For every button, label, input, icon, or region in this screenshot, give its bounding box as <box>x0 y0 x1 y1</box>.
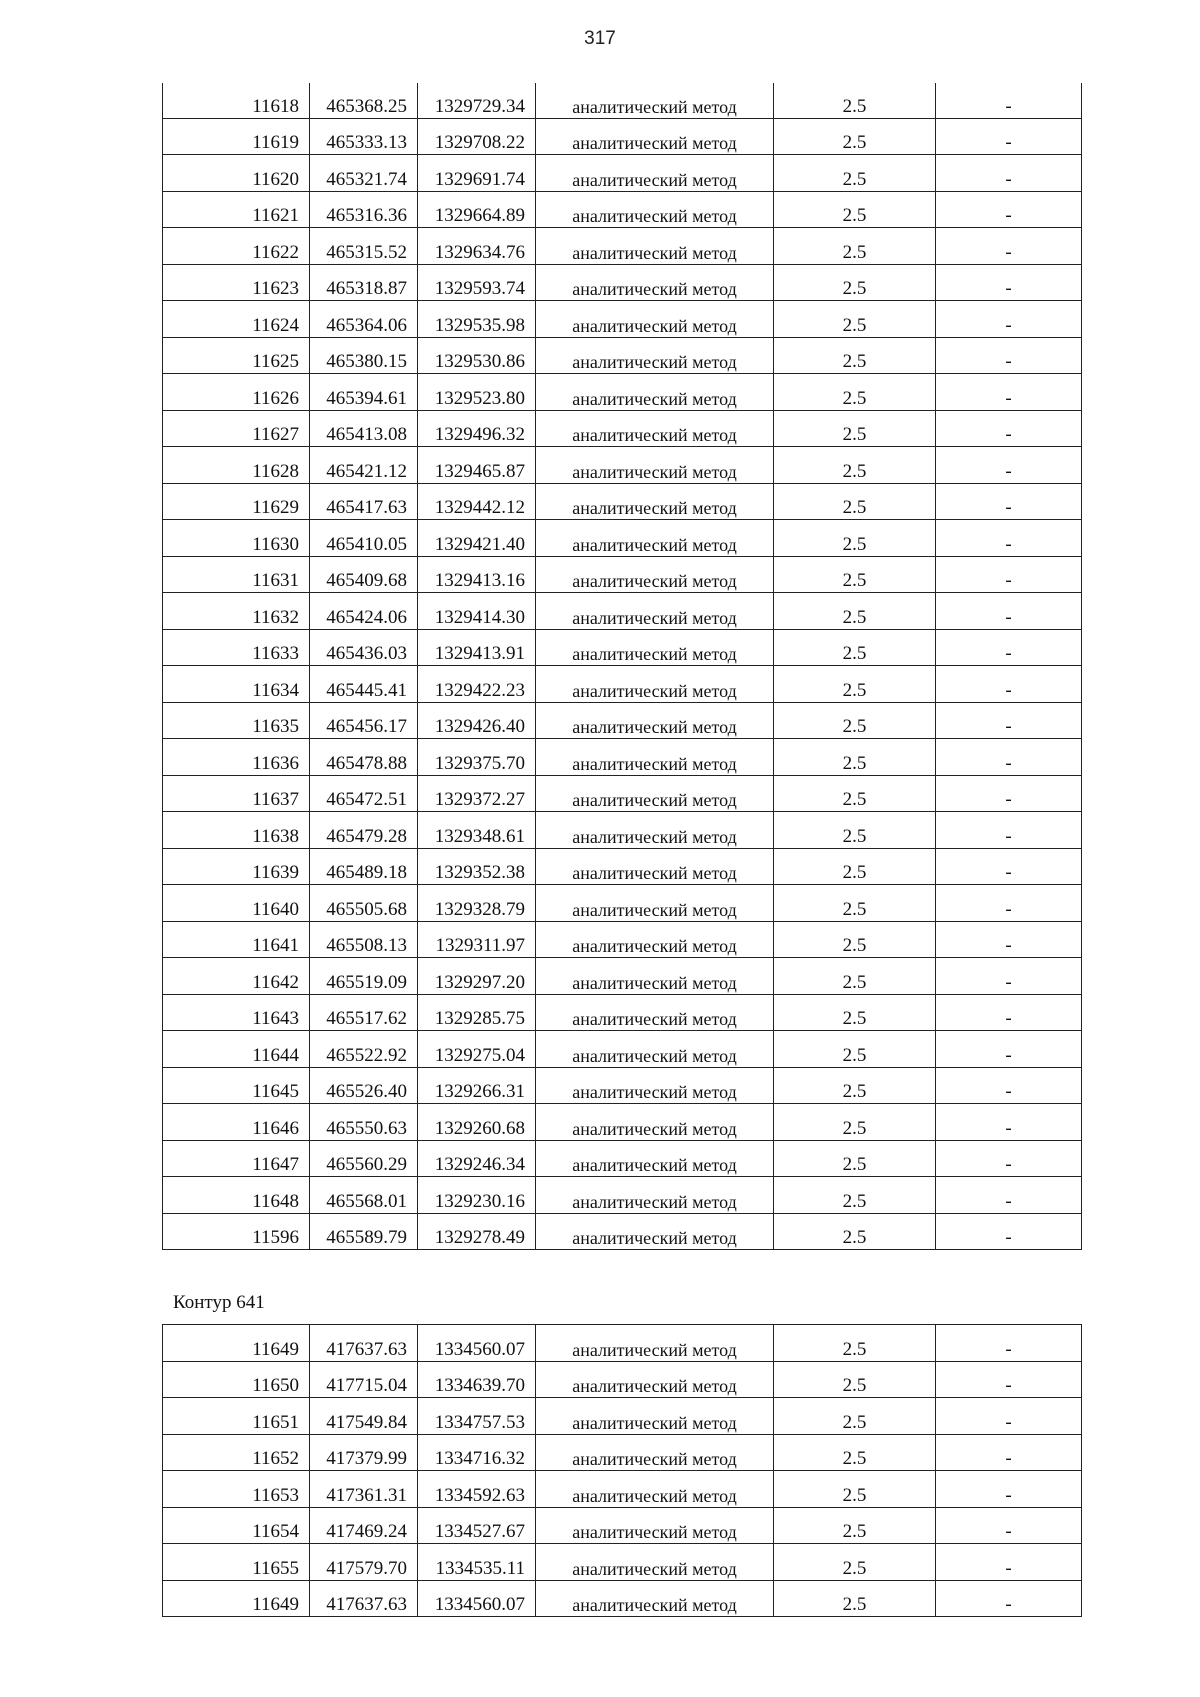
point-number-cell: 11624 <box>163 301 310 338</box>
accuracy-cell: 2.5 <box>774 1361 936 1398</box>
y-coordinate-cell: 1329530.86 <box>418 337 536 374</box>
point-number-cell: 11620 <box>163 155 310 192</box>
x-coordinate-cell: 465472.51 <box>310 775 418 812</box>
note-cell: - <box>936 191 1082 228</box>
table-row <box>163 629 1082 666</box>
note-cell: - <box>936 301 1082 338</box>
x-coordinate-cell: 417549.84 <box>310 1398 418 1435</box>
point-number-cell: 11642 <box>163 958 310 995</box>
table-row <box>163 1325 1082 1362</box>
y-coordinate-cell: 1329426.40 <box>418 702 536 739</box>
table-row <box>163 83 1082 118</box>
point-number-cell: 11653 <box>163 1471 310 1508</box>
note-cell: - <box>936 337 1082 374</box>
x-coordinate-cell: 465321.74 <box>310 155 418 192</box>
method-cell: аналитический метод <box>536 264 774 301</box>
accuracy-cell: 2.5 <box>774 848 936 885</box>
x-coordinate-cell: 465410.05 <box>310 520 418 557</box>
note-cell: - <box>936 994 1082 1031</box>
note-cell: - <box>936 702 1082 739</box>
accuracy-cell: 2.5 <box>774 1177 936 1214</box>
y-coordinate-cell: 1329348.61 <box>418 812 536 849</box>
point-number-cell: 11636 <box>163 739 310 776</box>
y-coordinate-cell: 1329297.20 <box>418 958 536 995</box>
point-number-cell: 11619 <box>163 118 310 155</box>
y-coordinate-cell: 1329593.74 <box>418 264 536 301</box>
method-cell: аналитический метод <box>536 1104 774 1141</box>
point-number-cell: 11652 <box>163 1434 310 1471</box>
note-cell: - <box>936 1031 1082 1068</box>
method-cell: аналитический метод <box>536 447 774 484</box>
x-coordinate-cell: 465560.29 <box>310 1140 418 1177</box>
accuracy-cell: 2.5 <box>774 83 936 118</box>
x-coordinate-cell: 465589.79 <box>310 1213 418 1250</box>
note-cell: - <box>936 155 1082 192</box>
x-coordinate-cell: 465517.62 <box>310 994 418 1031</box>
accuracy-cell: 2.5 <box>774 666 936 703</box>
y-coordinate-cell: 1329442.12 <box>418 483 536 520</box>
accuracy-cell: 2.5 <box>774 410 936 447</box>
table-row <box>163 337 1082 374</box>
table-row <box>163 1544 1082 1581</box>
method-cell: аналитический метод <box>536 666 774 703</box>
point-number-cell: 11639 <box>163 848 310 885</box>
note-cell: - <box>936 1140 1082 1177</box>
point-number-cell: 11596 <box>163 1213 310 1250</box>
table-row <box>163 885 1082 922</box>
method-cell: аналитический метод <box>536 410 774 447</box>
note-cell: - <box>936 1213 1082 1250</box>
accuracy-cell: 2.5 <box>774 1140 936 1177</box>
x-coordinate-cell: 465368.25 <box>310 83 418 118</box>
x-coordinate-cell: 465478.88 <box>310 739 418 776</box>
method-cell: аналитический метод <box>536 1067 774 1104</box>
point-number-cell: 11649 <box>163 1325 310 1362</box>
coordinates-table-1 <box>162 83 1082 1250</box>
method-cell: аналитический метод <box>536 1507 774 1544</box>
point-number-cell: 11622 <box>163 228 310 265</box>
accuracy-cell: 2.5 <box>774 228 936 265</box>
contour-label: Контур 641 <box>173 1292 265 1313</box>
y-coordinate-cell: 1334560.07 <box>418 1580 536 1617</box>
table-row <box>163 301 1082 338</box>
method-cell: аналитический метод <box>536 1398 774 1435</box>
y-coordinate-cell: 1334639.70 <box>418 1361 536 1398</box>
x-coordinate-cell: 465550.63 <box>310 1104 418 1141</box>
point-number-cell: 11628 <box>163 447 310 484</box>
note-cell: - <box>936 812 1082 849</box>
x-coordinate-cell: 417637.63 <box>310 1325 418 1362</box>
method-cell: аналитический метод <box>536 191 774 228</box>
point-number-cell: 11646 <box>163 1104 310 1141</box>
y-coordinate-cell: 1329352.38 <box>418 848 536 885</box>
x-coordinate-cell: 417379.99 <box>310 1434 418 1471</box>
accuracy-cell: 2.5 <box>774 301 936 338</box>
table-row <box>163 118 1082 155</box>
point-number-cell: 11629 <box>163 483 310 520</box>
point-number-cell: 11645 <box>163 1067 310 1104</box>
x-coordinate-cell: 465315.52 <box>310 228 418 265</box>
method-cell: аналитический метод <box>536 1325 774 1362</box>
method-cell: аналитический метод <box>536 1471 774 1508</box>
accuracy-cell: 2.5 <box>774 520 936 557</box>
table-row <box>163 191 1082 228</box>
table-row <box>163 958 1082 995</box>
point-number-cell: 11621 <box>163 191 310 228</box>
y-coordinate-cell: 1329413.91 <box>418 629 536 666</box>
table-row <box>163 410 1082 447</box>
method-cell: аналитический метод <box>536 921 774 958</box>
accuracy-cell: 2.5 <box>774 958 936 995</box>
accuracy-cell: 2.5 <box>774 1213 936 1250</box>
x-coordinate-cell: 465417.63 <box>310 483 418 520</box>
point-number-cell: 11649 <box>163 1580 310 1617</box>
x-coordinate-cell: 465568.01 <box>310 1177 418 1214</box>
note-cell: - <box>936 958 1082 995</box>
method-cell: аналитический метод <box>536 483 774 520</box>
table-row <box>163 1398 1082 1435</box>
accuracy-cell: 2.5 <box>774 593 936 630</box>
note-cell: - <box>936 629 1082 666</box>
accuracy-cell: 2.5 <box>774 1434 936 1471</box>
method-cell: аналитический метод <box>536 593 774 630</box>
point-number-cell: 11643 <box>163 994 310 1031</box>
table-row <box>163 702 1082 739</box>
accuracy-cell: 2.5 <box>774 921 936 958</box>
table-row <box>163 1471 1082 1508</box>
point-number-cell: 11655 <box>163 1544 310 1581</box>
method-cell: аналитический метод <box>536 994 774 1031</box>
accuracy-cell: 2.5 <box>774 1104 936 1141</box>
accuracy-cell: 2.5 <box>774 447 936 484</box>
accuracy-cell: 2.5 <box>774 264 936 301</box>
note-cell: - <box>936 1177 1082 1214</box>
y-coordinate-cell: 1329311.97 <box>418 921 536 958</box>
accuracy-cell: 2.5 <box>774 1507 936 1544</box>
x-coordinate-cell: 465505.68 <box>310 885 418 922</box>
note-cell: - <box>936 264 1082 301</box>
table-row <box>163 1361 1082 1398</box>
note-cell: - <box>936 1398 1082 1435</box>
point-number-cell: 11627 <box>163 410 310 447</box>
note-cell: - <box>936 556 1082 593</box>
method-cell: аналитический метод <box>536 1177 774 1214</box>
x-coordinate-cell: 465316.36 <box>310 191 418 228</box>
note-cell: - <box>936 374 1082 411</box>
method-cell: аналитический метод <box>536 775 774 812</box>
y-coordinate-cell: 1329523.80 <box>418 374 536 411</box>
table-row <box>163 1140 1082 1177</box>
point-number-cell: 11623 <box>163 264 310 301</box>
accuracy-cell: 2.5 <box>774 739 936 776</box>
x-coordinate-cell: 417715.04 <box>310 1361 418 1398</box>
y-coordinate-cell: 1329372.27 <box>418 775 536 812</box>
point-number-cell: 11648 <box>163 1177 310 1214</box>
table-row <box>163 520 1082 557</box>
point-number-cell: 11632 <box>163 593 310 630</box>
x-coordinate-cell: 417361.31 <box>310 1471 418 1508</box>
accuracy-cell: 2.5 <box>774 191 936 228</box>
y-coordinate-cell: 1329691.74 <box>418 155 536 192</box>
method-cell: аналитический метод <box>536 1031 774 1068</box>
y-coordinate-cell: 1329375.70 <box>418 739 536 776</box>
method-cell: аналитический метод <box>536 885 774 922</box>
note-cell: - <box>936 775 1082 812</box>
x-coordinate-cell: 465519.09 <box>310 958 418 995</box>
point-number-cell: 11618 <box>163 83 310 118</box>
table-row <box>163 739 1082 776</box>
table-row <box>163 1434 1082 1471</box>
table-row <box>163 483 1082 520</box>
note-cell: - <box>936 1361 1082 1398</box>
point-number-cell: 11638 <box>163 812 310 849</box>
point-number-cell: 11630 <box>163 520 310 557</box>
x-coordinate-cell: 465479.28 <box>310 812 418 849</box>
y-coordinate-cell: 1329664.89 <box>418 191 536 228</box>
y-coordinate-cell: 1329328.79 <box>418 885 536 922</box>
y-coordinate-cell: 1334527.67 <box>418 1507 536 1544</box>
x-coordinate-cell: 417469.24 <box>310 1507 418 1544</box>
accuracy-cell: 2.5 <box>774 556 936 593</box>
y-coordinate-cell: 1329708.22 <box>418 118 536 155</box>
accuracy-cell: 2.5 <box>774 775 936 812</box>
accuracy-cell: 2.5 <box>774 155 936 192</box>
accuracy-cell: 2.5 <box>774 1580 936 1617</box>
table-row <box>163 593 1082 630</box>
y-coordinate-cell: 1329285.75 <box>418 994 536 1031</box>
point-number-cell: 11635 <box>163 702 310 739</box>
table-row <box>163 1104 1082 1141</box>
table-row <box>163 228 1082 265</box>
accuracy-cell: 2.5 <box>774 374 936 411</box>
point-number-cell: 11641 <box>163 921 310 958</box>
method-cell: аналитический метод <box>536 958 774 995</box>
note-cell: - <box>936 447 1082 484</box>
table-row <box>163 1177 1082 1214</box>
accuracy-cell: 2.5 <box>774 1398 936 1435</box>
point-number-cell: 11634 <box>163 666 310 703</box>
note-cell: - <box>936 848 1082 885</box>
y-coordinate-cell: 1329465.87 <box>418 447 536 484</box>
table-row <box>163 994 1082 1031</box>
method-cell: аналитический метод <box>536 301 774 338</box>
y-coordinate-cell: 1329230.16 <box>418 1177 536 1214</box>
y-coordinate-cell: 1329413.16 <box>418 556 536 593</box>
table-row <box>163 556 1082 593</box>
x-coordinate-cell: 465421.12 <box>310 447 418 484</box>
table-row <box>163 666 1082 703</box>
method-cell: аналитический метод <box>536 228 774 265</box>
point-number-cell: 11633 <box>163 629 310 666</box>
y-coordinate-cell: 1329278.49 <box>418 1213 536 1250</box>
point-number-cell: 11640 <box>163 885 310 922</box>
x-coordinate-cell: 465456.17 <box>310 702 418 739</box>
table-row <box>163 1580 1082 1617</box>
accuracy-cell: 2.5 <box>774 629 936 666</box>
y-coordinate-cell: 1329496.32 <box>418 410 536 447</box>
accuracy-cell: 2.5 <box>774 812 936 849</box>
method-cell: аналитический метод <box>536 702 774 739</box>
accuracy-cell: 2.5 <box>774 702 936 739</box>
accuracy-cell: 2.5 <box>774 1031 936 1068</box>
point-number-cell: 11626 <box>163 374 310 411</box>
y-coordinate-cell: 1329634.76 <box>418 228 536 265</box>
note-cell: - <box>936 1544 1082 1581</box>
point-number-cell: 11637 <box>163 775 310 812</box>
table-row <box>163 921 1082 958</box>
method-cell: аналитический метод <box>536 1544 774 1581</box>
y-coordinate-cell: 1334716.32 <box>418 1434 536 1471</box>
x-coordinate-cell: 417637.63 <box>310 1580 418 1617</box>
note-cell: - <box>936 593 1082 630</box>
point-number-cell: 11651 <box>163 1398 310 1435</box>
x-coordinate-cell: 465526.40 <box>310 1067 418 1104</box>
note-cell: - <box>936 1471 1082 1508</box>
method-cell: аналитический метод <box>536 848 774 885</box>
x-coordinate-cell: 465436.03 <box>310 629 418 666</box>
table-row <box>163 775 1082 812</box>
note-cell: - <box>936 885 1082 922</box>
x-coordinate-cell: 465445.41 <box>310 666 418 703</box>
note-cell: - <box>936 1507 1082 1544</box>
x-coordinate-cell: 417579.70 <box>310 1544 418 1581</box>
y-coordinate-cell: 1329266.31 <box>418 1067 536 1104</box>
accuracy-cell: 2.5 <box>774 118 936 155</box>
x-coordinate-cell: 465318.87 <box>310 264 418 301</box>
method-cell: аналитический метод <box>536 1361 774 1398</box>
note-cell: - <box>936 1067 1082 1104</box>
table-row <box>163 812 1082 849</box>
table-row <box>163 1213 1082 1250</box>
point-number-cell: 11644 <box>163 1031 310 1068</box>
method-cell: аналитический метод <box>536 556 774 593</box>
x-coordinate-cell: 465394.61 <box>310 374 418 411</box>
note-cell: - <box>936 921 1082 958</box>
accuracy-cell: 2.5 <box>774 1471 936 1508</box>
table-row <box>163 848 1082 885</box>
table-row <box>163 447 1082 484</box>
method-cell: аналитический метод <box>536 1580 774 1617</box>
note-cell: - <box>936 410 1082 447</box>
accuracy-cell: 2.5 <box>774 337 936 374</box>
method-cell: аналитический метод <box>536 739 774 776</box>
y-coordinate-cell: 1329414.30 <box>418 593 536 630</box>
method-cell: аналитический метод <box>536 812 774 849</box>
y-coordinate-cell: 1329421.40 <box>418 520 536 557</box>
x-coordinate-cell: 465364.06 <box>310 301 418 338</box>
point-number-cell: 11650 <box>163 1361 310 1398</box>
y-coordinate-cell: 1334757.53 <box>418 1398 536 1435</box>
accuracy-cell: 2.5 <box>774 483 936 520</box>
point-number-cell: 11631 <box>163 556 310 593</box>
note-cell: - <box>936 1325 1082 1362</box>
table-row <box>163 374 1082 411</box>
method-cell: аналитический метод <box>536 337 774 374</box>
table-row <box>163 264 1082 301</box>
x-coordinate-cell: 465333.13 <box>310 118 418 155</box>
note-cell: - <box>936 739 1082 776</box>
point-number-cell: 11654 <box>163 1507 310 1544</box>
x-coordinate-cell: 465409.68 <box>310 556 418 593</box>
x-coordinate-cell: 465413.08 <box>310 410 418 447</box>
y-coordinate-cell: 1329246.34 <box>418 1140 536 1177</box>
method-cell: аналитический метод <box>536 1140 774 1177</box>
note-cell: - <box>936 483 1082 520</box>
y-coordinate-cell: 1329275.04 <box>418 1031 536 1068</box>
note-cell: - <box>936 1104 1082 1141</box>
x-coordinate-cell: 465380.15 <box>310 337 418 374</box>
y-coordinate-cell: 1329729.34 <box>418 83 536 118</box>
y-coordinate-cell: 1329535.98 <box>418 301 536 338</box>
method-cell: аналитический метод <box>536 374 774 411</box>
point-number-cell: 11625 <box>163 337 310 374</box>
accuracy-cell: 2.5 <box>774 885 936 922</box>
method-cell: аналитический метод <box>536 155 774 192</box>
method-cell: аналитический метод <box>536 520 774 557</box>
note-cell: - <box>936 228 1082 265</box>
y-coordinate-cell: 1334560.07 <box>418 1325 536 1362</box>
point-number-cell: 11647 <box>163 1140 310 1177</box>
page-number: 317 <box>584 28 616 49</box>
y-coordinate-cell: 1334592.63 <box>418 1471 536 1508</box>
note-cell: - <box>936 1580 1082 1617</box>
table-row <box>163 1067 1082 1104</box>
method-cell: аналитический метод <box>536 83 774 118</box>
x-coordinate-cell: 465424.06 <box>310 593 418 630</box>
accuracy-cell: 2.5 <box>774 1325 936 1362</box>
note-cell: - <box>936 83 1082 118</box>
y-coordinate-cell: 1334535.11 <box>418 1544 536 1581</box>
note-cell: - <box>936 1434 1082 1471</box>
accuracy-cell: 2.5 <box>774 1067 936 1104</box>
note-cell: - <box>936 118 1082 155</box>
x-coordinate-cell: 465489.18 <box>310 848 418 885</box>
table-row <box>163 1031 1082 1068</box>
method-cell: аналитический метод <box>536 629 774 666</box>
accuracy-cell: 2.5 <box>774 1544 936 1581</box>
method-cell: аналитический метод <box>536 118 774 155</box>
x-coordinate-cell: 465508.13 <box>310 921 418 958</box>
note-cell: - <box>936 520 1082 557</box>
y-coordinate-cell: 1329422.23 <box>418 666 536 703</box>
note-cell: - <box>936 666 1082 703</box>
table-row <box>163 155 1082 192</box>
table-row <box>163 1507 1082 1544</box>
method-cell: аналитический метод <box>536 1213 774 1250</box>
accuracy-cell: 2.5 <box>774 994 936 1031</box>
x-coordinate-cell: 465522.92 <box>310 1031 418 1068</box>
coordinates-table-2 <box>162 1324 1082 1617</box>
y-coordinate-cell: 1329260.68 <box>418 1104 536 1141</box>
method-cell: аналитический метод <box>536 1434 774 1471</box>
